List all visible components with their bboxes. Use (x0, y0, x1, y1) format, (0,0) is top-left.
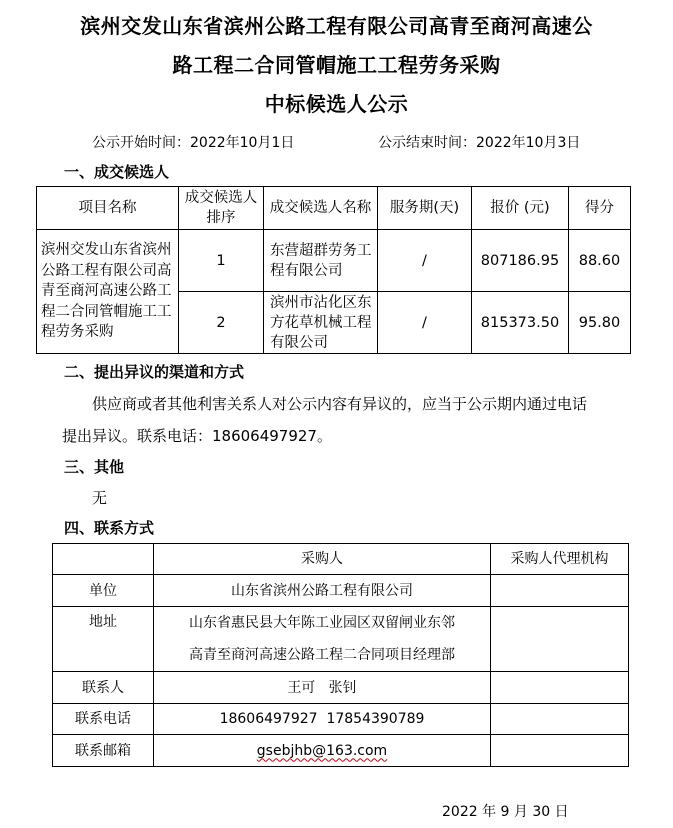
agent-company (491, 575, 629, 607)
header-buyer: 采购人 (154, 544, 491, 575)
buyer-address-line-2: 高青至商河高速公路工程二合同项目经理部 (189, 647, 455, 663)
score-cell: 95.80 (569, 292, 631, 354)
end-date: 公示结束时间：2022年10月3日 (378, 135, 581, 151)
header-price: 报价 (元) (472, 187, 569, 230)
start-date: 公示开始时间：2022年10月1日 (92, 135, 295, 151)
title-line-1: 滨州交发山东省滨州公路工程有限公司高青至商河高速公 (80, 14, 593, 38)
objection-text-line-2: 提出异议。联系电话：18606497927。 (62, 427, 332, 445)
candidates-header-row (37, 187, 631, 230)
period-cell: / (378, 292, 472, 354)
buyer-address (154, 607, 491, 672)
table-row (53, 735, 629, 767)
section2-heading: 二、提出异议的渠道和方式 (64, 363, 245, 381)
row-label: 联系人 (53, 672, 154, 704)
row-label: 联系邮箱 (53, 735, 154, 767)
buyer-email-cell (154, 735, 491, 767)
agent-address (491, 607, 629, 672)
table-row (53, 607, 629, 672)
contacts-table (52, 543, 629, 767)
rank-cell: 1 (179, 230, 264, 292)
table-row (37, 230, 631, 292)
document-date: 2022 年 9 月 30 日 (442, 804, 569, 820)
rank-cell: 2 (179, 292, 264, 354)
header-rank: 成交候选人排序 (179, 187, 264, 230)
objection-text-line-1: 供应商或者其他利害关系人对公示内容有异议的，应当于公示期内通过电话 (92, 395, 588, 413)
section4-heading: 四、联系方式 (64, 519, 155, 537)
buyer-email[interactable]: gsebjhb@163.com (256, 742, 388, 759)
contacts-header-blank (53, 544, 154, 575)
table-row (53, 575, 629, 607)
header-candidate-name: 成交候选人名称 (264, 187, 378, 230)
candidate-name-cell: 东营超群劳务工程有限公司 (264, 230, 378, 292)
agent-email (491, 735, 629, 767)
title-line-2: 路工程二合同管帽施工工程劳务采购 (172, 53, 501, 77)
buyer-contact-person: 王可 张钊 (154, 672, 491, 704)
row-label: 地址 (53, 607, 154, 672)
candidate-name-cell: 滨州市沾化区东方花草机械工程有限公司 (264, 292, 378, 354)
project-name-cell: 滨州交发山东省滨州公路工程有限公司高青至商河高速公路工程二合同管帽施工工程劳务采购 (37, 230, 179, 354)
row-label: 联系电话 (53, 704, 154, 735)
header-score: 得分 (569, 187, 631, 230)
candidates-table (36, 186, 631, 354)
contacts-header-row (53, 544, 629, 575)
buyer-company: 山东省滨州公路工程有限公司 (154, 575, 491, 607)
header-service-period: 服务期(天) (378, 187, 472, 230)
other-text: 无 (92, 489, 108, 507)
buyer-phone: 18606497927 17854390789 (154, 704, 491, 735)
title-line-3: 中标候选人公示 (264, 92, 409, 116)
buyer-address-line-1: 山东省惠民县大年陈工业园区双留闸业东邻 (189, 615, 455, 631)
score-cell: 88.60 (569, 230, 631, 292)
row-label: 单位 (53, 575, 154, 607)
price-cell: 807186.95 (472, 230, 569, 292)
section3-heading: 三、其他 (64, 458, 125, 476)
header-project-name: 项目名称 (37, 187, 179, 230)
agent-contact-person (491, 672, 629, 704)
price-cell: 815373.50 (472, 292, 569, 354)
header-agent: 采购人代理机构 (491, 544, 629, 575)
period-cell: / (378, 230, 472, 292)
table-row (53, 672, 629, 704)
agent-phone (491, 704, 629, 735)
section1-heading: 一、成交候选人 (64, 163, 170, 181)
table-row (53, 704, 629, 735)
